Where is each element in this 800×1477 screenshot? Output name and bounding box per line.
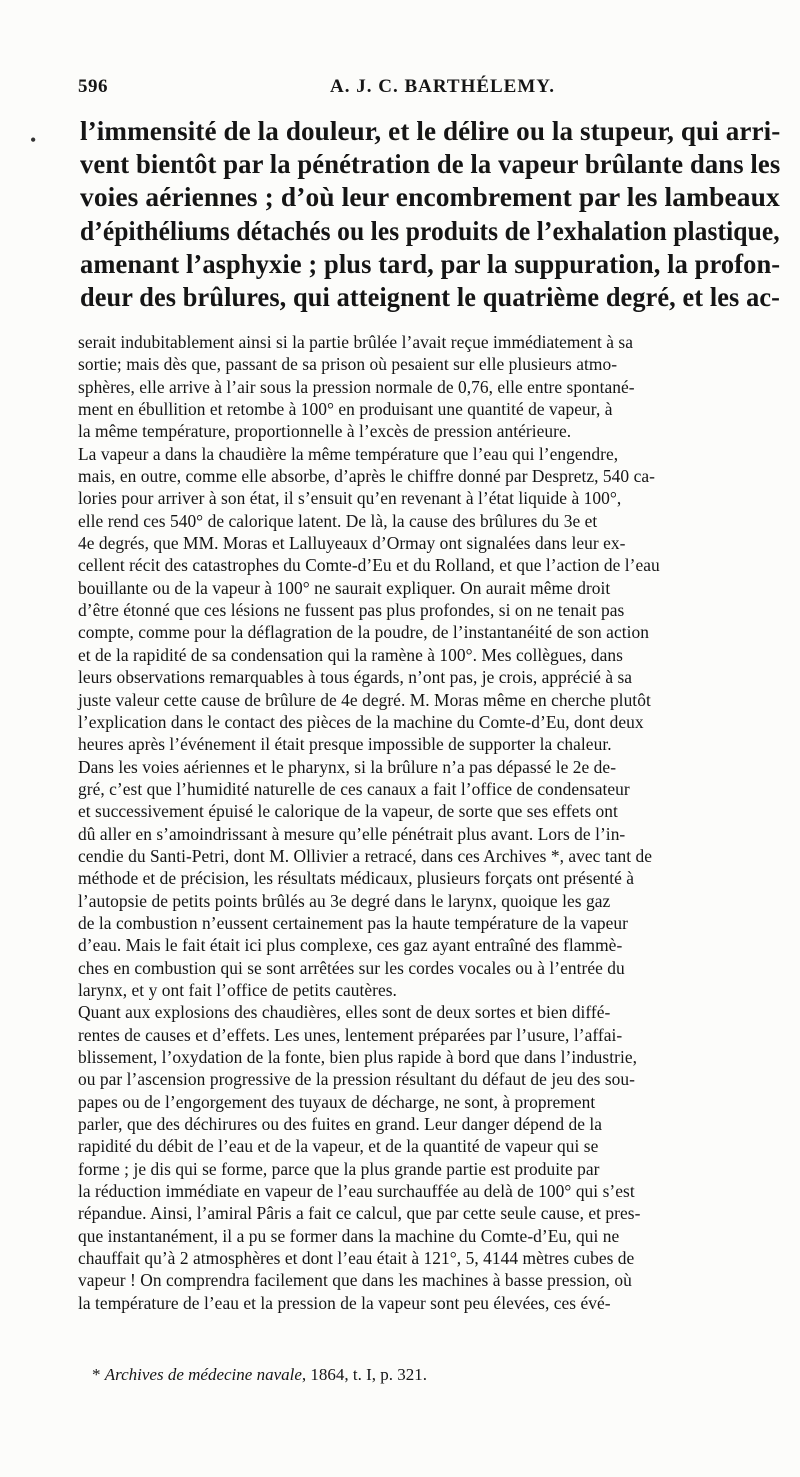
text-line: cellent récit des catastrophes du Comte-d’Eu et du Rolland, et que l’action de l’eau [78,555,660,576]
text-line: la température de l’eau et la pression de la vapeur sont peu élevées, ces évé- [78,1292,611,1313]
text-line: papes ou de l’engorgement des tuyaux de décharge, ne sont, à proprement [78,1091,596,1112]
text-line: rentes de causes et d’effets. Les unes, lentement préparées par l’usure, l’affai- [78,1024,623,1045]
text-line: ou par l’ascension progressive de la pression résultant du défaut de jeu des sou- [78,1069,636,1090]
text-line: deur des brûlures, qui atteignent le quatrième degré, et les ac- [80,281,780,313]
text-line: sortie; mais dès que, passant de sa prison où pesaient sur elle plusieurs atmo- [78,354,618,375]
text-line: Dans les voies aériennes et le pharynx, si la brûlure n’a pas dépassé le 2e de- [78,756,617,777]
running-header-author: A. J. C. BARTHÉLEMY. [330,76,556,97]
text-line: l’explication dans le contact des pièces de la machine du Comte-d’Eu, dont deux [78,711,644,732]
text-line: larynx, et y ont fait l’office de petits cautères. [78,979,397,1000]
text-line: de la combustion n’eussent certainement pas la haute température de la vapeur [78,912,628,933]
margin-mark: • [30,130,37,150]
text-line: parler, que des déchirures ou des fuites en grand. Leur danger dépend de la [78,1114,603,1135]
text-line: 4e degrés, que MM. Moras et Lalluyeaux d’Ormay ont signalées dans leur ex- [78,533,626,554]
text-line: ches en combustion qui se sont arrêtées sur les cordes vocales ou à l’entrée du [78,957,625,978]
text-line: La vapeur a dans la chaudière la même température que l’eau qui l’engendre, [78,443,619,464]
text-line: d’eau. Mais le fait était ici plus complexe, ces gaz ayant entraîné des flammè- [78,935,623,956]
text-line: rapidité du débit de l’eau et de la vapeur, et de la quantité de vapeur qui se [78,1136,599,1157]
text-line: vent bientôt par la pénétration de la vapeur brûlante dans les [80,148,781,180]
text-line: lories pour arriver à son état, il s’ensuit qu’en revenant à l’état liquide à 100°, [78,488,622,509]
text-line: voies aériennes ; d’où leur encombrement par les lambeaux [80,181,780,213]
text-line: ment en ébullition et retombe à 100° en produisant une quantité de vapeur, à [78,399,613,420]
text-line: l’immensité de la douleur, et le délire ou la stupeur, qui arri- [80,115,781,146]
footnote-marker: * [92,1365,101,1384]
text-line: cendie du Santi-Petri, dont M. Ollivier a retracé, dans ces Archives *, avec tant de [78,845,653,866]
text-line: serait indubitablement ainsi si la partie brûlée l’avait reçue immédiatement à sa [78,332,634,352]
footnote [92,1365,427,1385]
text-line: la réduction immédiate en vapeur de l’eau surchauffée au delà de 100° qui s’est [78,1181,635,1202]
text-line: Quant aux explosions des chaudières, elles sont de deux sortes et bien diffé- [78,1002,611,1023]
text-line: l’autopsie de petits points brûlés au 3e degré dans le larynx, quoique les gaz [78,890,611,911]
text-line: chauffait qu’à 2 atmosphères et dont l’eau était à 121°, 5, 4144 mètres cubes de [78,1248,635,1269]
text-line: sphères, elle arrive à l’air sous la pression normale de 0,76, elle entre spontané- [78,376,635,397]
running-header [78,76,760,106]
text-line: dû aller en s’amoindrissant à mesure qu’elle pénétrait plus avant. Lors de l’in- [78,823,626,844]
large-type-paragraph [80,114,780,313]
text-line: d’être étonné que ces lésions ne fussent pas plus profondes, si on ne tenait pas [78,600,625,621]
text-line: blissement, l’oxydation de la fonte, bien plus rapide à bord que dans l’industrie, [78,1047,638,1067]
text-line: et successivement épuisé le calorique de la vapeur, de sorte que ses effets ont [78,801,618,822]
text-line: d’épithéliums détachés ou les produits de l’exhalation plastique, [80,214,780,246]
text-line: mais, en outre, comme elle absorbe, d’après le chiffre donné par Despretz, 540 ca- [78,466,655,487]
text-line: elle rend ces 540° de calorique latent. De là, la cause des brûlures du 3e et [78,510,598,531]
text-line: méthode et de précision, les résultats médicaux, plusieurs forçats ont présenté à [78,868,635,889]
text-line: juste valeur cette cause de brûlure de 4e degré. M. Moras même en cherche plutôt [78,689,651,710]
text-line: gré, c’est que l’humidité naturelle de ces canaux a fait l’office de condensateur [78,778,630,799]
text-line: répandue. Ainsi, l’amiral Pâris a fait ce calcul, que par cette seule cause, et pres- [78,1203,641,1224]
text-line: forme ; je dis qui se forme, parce que la plus grande partie est produite par [78,1158,600,1179]
text-line: et de la rapidité de sa condensation qui la ramène à 100°. Mes collègues, dans [78,644,623,665]
footnote-source: Archives de médecine navale [104,1365,302,1384]
text-line: vapeur ! On comprendra facilement que dans les machines à basse pression, où [78,1270,632,1291]
text-line: amenant l’asphyxie ; plus tard, par la suppuration, la profon- [80,247,781,279]
page-number: 596 [78,76,108,97]
text-line: compte, comme pour la déflagration de la poudre, de l’instantanéité de son action [78,622,649,643]
small-type-text [78,331,780,1314]
footnote-details: , 1864, t. I, p. 321. [301,1365,428,1384]
text-line: leurs observations remarquables à tous égards, n’ont pas, je crois, apprécié à sa [78,667,633,688]
text-line: la même température, proportionnelle à l’excès de pression antérieure. [78,421,572,442]
text-line: heures après l’événement il était presque impossible de supporter la chaleur. [78,734,612,755]
text-line: bouillante ou de la vapeur à 100° ne saurait expliquer. On aurait même droit [78,577,611,598]
text-line: que instantanément, il a pu se former dans la machine du Comte-d’Eu, qui ne [78,1225,620,1246]
